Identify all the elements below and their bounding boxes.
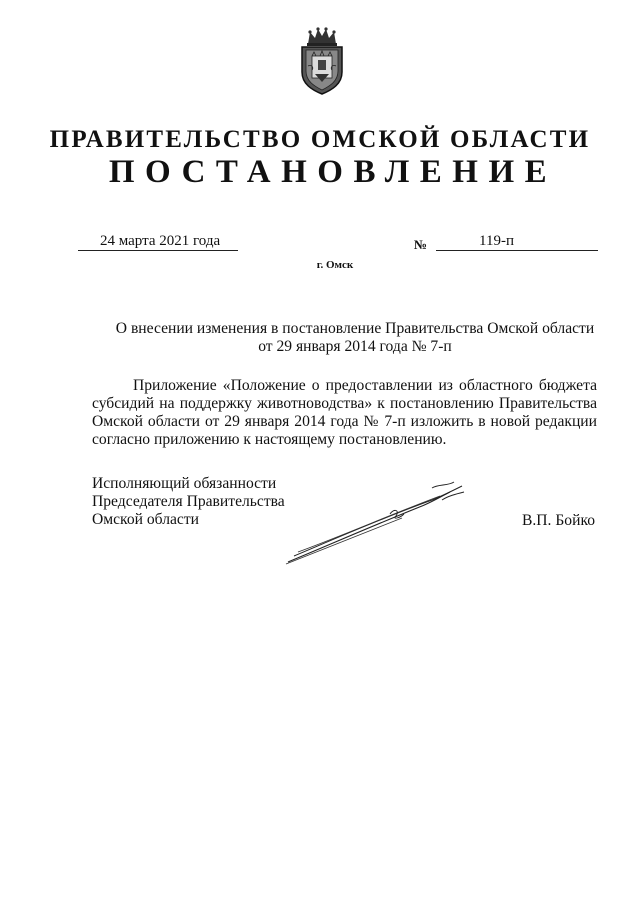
signer-name: В.П. Бойко (522, 512, 596, 529)
position-line: Председателя Правительства (92, 493, 285, 510)
document-number-field (436, 233, 598, 251)
position-line: Омской области (92, 511, 200, 528)
omsk-coat-of-arms-icon (298, 26, 346, 96)
document-type-title: ПОСТАНОВЛЕНИЕ (108, 154, 558, 190)
document-body (92, 377, 597, 449)
document-date-field (78, 233, 238, 251)
government-title: ПРАВИТЕЛЬСТВО ОМСКОЙ ОБЛАСТИ (49, 126, 591, 153)
document-subject (0, 320, 640, 356)
body-line: согласно приложению к настоящему постановлению. (92, 431, 447, 448)
document-number: 119-п (479, 233, 514, 249)
document-date: 24 марта 2021 года (100, 233, 221, 249)
number-sign: № (414, 237, 428, 252)
body-line: Омской области от 29 января 2014 года № 7-п изложить в новой редакции (92, 413, 597, 430)
city-label: г. Омск (316, 259, 354, 271)
handwritten-signature (282, 478, 468, 566)
body-line: Приложение «Положение о предоставлении из областного бюджета (133, 377, 597, 394)
subject-line: О внесении изменения в постановление Правительства Омской области (115, 320, 595, 337)
signer-position (92, 475, 285, 529)
subject-line: от 29 января 2014 года № 7-п (258, 338, 452, 355)
body-line: субсидий на поддержку животноводства» к постановлению Правительства (92, 395, 597, 412)
position-line: Исполняющий обязанности (92, 475, 277, 492)
